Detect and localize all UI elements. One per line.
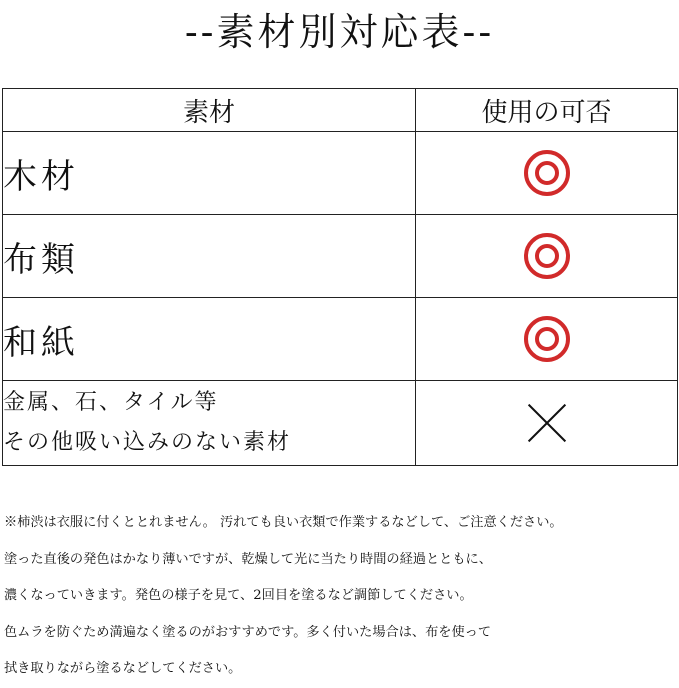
page-title: --素材別対応表-- [184,10,495,54]
header-material: 素材 [3,89,416,132]
double-circle-icon [524,150,570,196]
table-row [3,132,678,215]
header-usability: 使用の可否 [416,89,678,132]
table-row [3,298,678,381]
material-washi: 和紙 [3,298,416,381]
usage-notes [4,505,676,688]
note-line: 濃くなっていきます。発色の様子を見て、2回目を塗るなど調節してください。 [4,588,473,603]
double-circle-icon [524,233,570,279]
cross-icon [527,403,567,443]
double-circle-icon [524,316,570,362]
table-row [3,215,678,298]
material-line: 金属、石、タイル等 [3,390,219,415]
material-cloth: 布類 [3,215,416,298]
material-non-absorbent [3,381,416,466]
material-wood: 木材 [3,132,416,215]
note-line: 塗った直後の発色はかなり薄いですが、乾燥して光に当たり時間の経過とともに、 [4,551,492,567]
note-line: 色ムラを防ぐため満遍なく塗るのがおすすめです。多く付いた場合は、布を使って [4,624,492,640]
table-header-row [3,89,678,132]
table-row [3,381,678,466]
note-line: 拭き取りながら塗るなどしてください。 [4,661,242,676]
note-line: ※柿渋は衣服に付くととれません。 汚れても良い衣類で作業するなどして、ご注意ください。 [4,515,563,530]
material-line: その他吸い込みのない素材 [3,430,292,455]
material-compatibility-table [2,88,678,466]
